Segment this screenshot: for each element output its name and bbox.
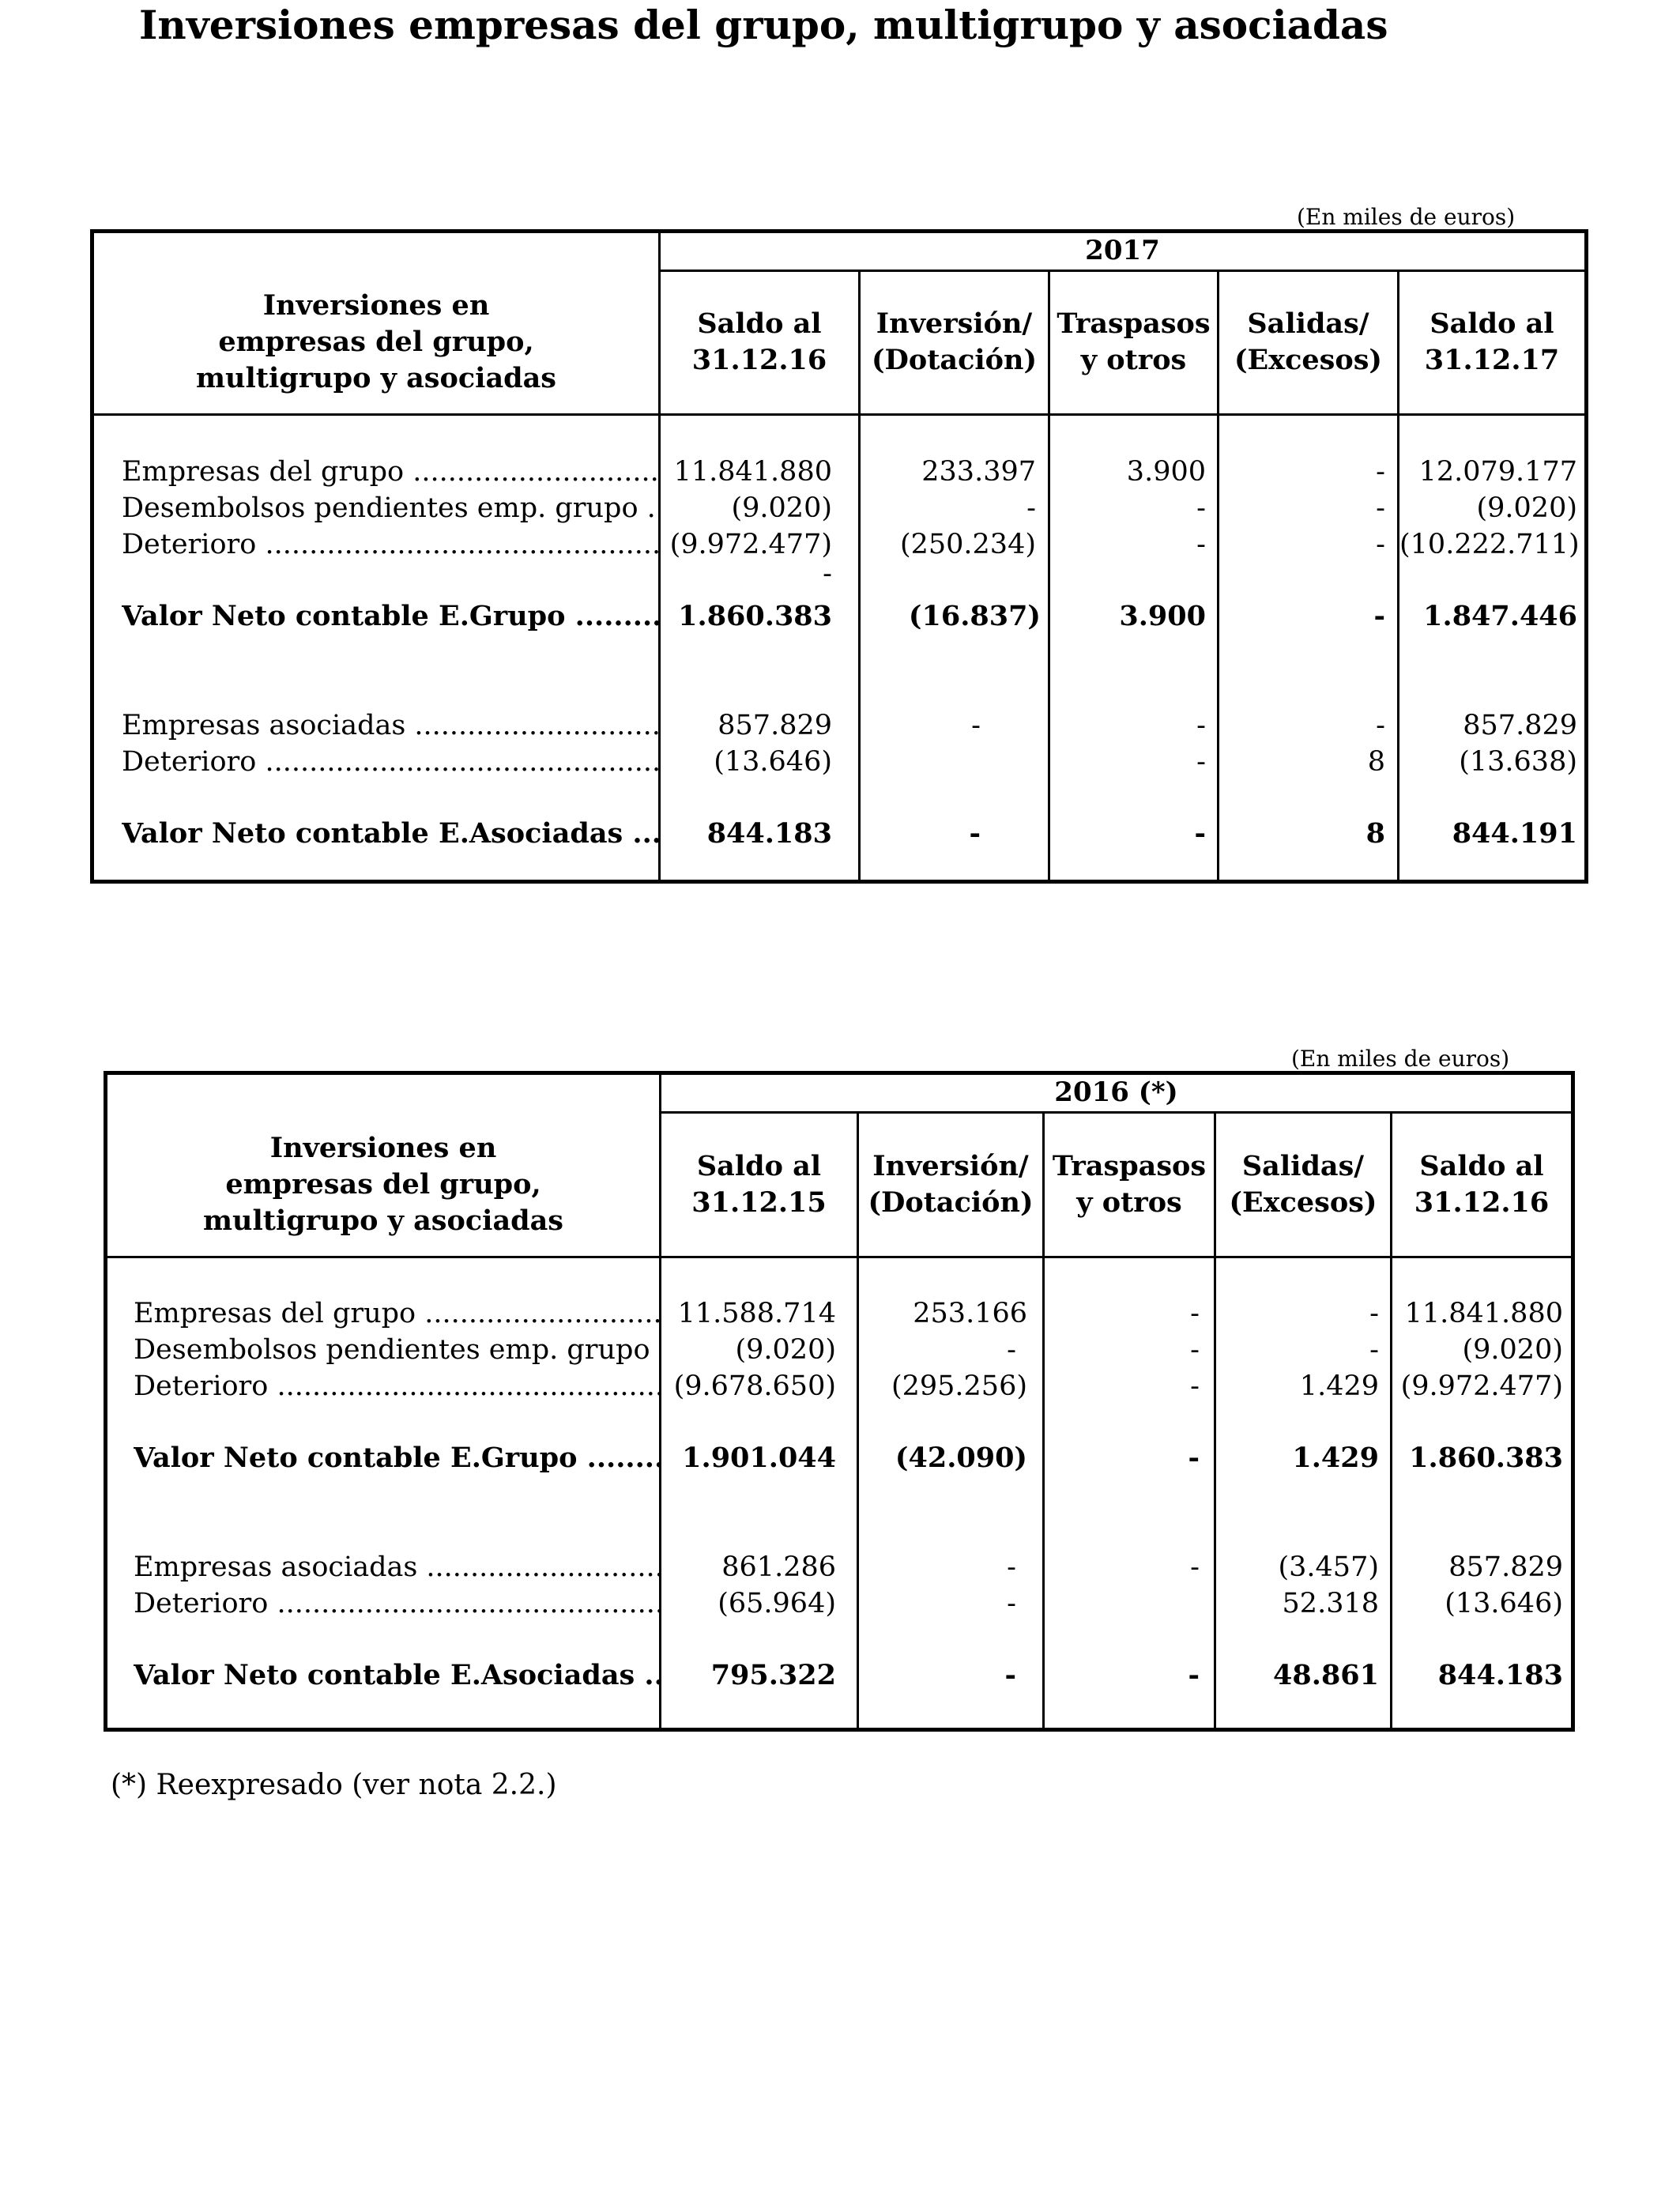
cell-value: (10.222.711) — [1399, 529, 1580, 560]
cell-value: - — [1196, 492, 1206, 524]
column-header — [1219, 273, 1397, 412]
cell-value: 3.900 — [1126, 456, 1206, 488]
column-header — [1399, 273, 1584, 412]
table-row — [94, 598, 1584, 635]
row-label: Valor Neto contable E.Asociadas ..... — [122, 816, 658, 852]
column-header — [661, 1114, 857, 1254]
cell-value: - — [1004, 1659, 1016, 1691]
row-label: Valor Neto contable E.Grupo ..... — [122, 598, 658, 635]
units-note: (En miles de euros) — [1297, 204, 1516, 230]
column-header — [1045, 1114, 1214, 1254]
cell-value: - — [1188, 1659, 1200, 1691]
cell-value: (42.090) — [895, 1442, 1027, 1474]
cell-value: (13.646) — [714, 746, 832, 778]
cell-value: - — [1190, 1370, 1200, 1402]
cell-value: - — [1376, 529, 1385, 560]
cell-value: - — [1196, 746, 1206, 778]
row-header-line: Inversiones en — [269, 1131, 497, 1164]
column-header-line: 31.12.15 — [691, 1186, 827, 1219]
page-title: Inversiones empresas del grupo, multigrupo y asociadas — [139, 2, 1388, 48]
cell-value: 1.860.383 — [678, 600, 832, 632]
cell-value: 3.900 — [1119, 600, 1206, 632]
cell-value: (9.020) — [1476, 492, 1577, 524]
cell-value: 48.861 — [1273, 1659, 1379, 1691]
column-header-line: (Excesos) — [1229, 1186, 1377, 1219]
column-header-line: Saldo al — [1419, 1149, 1544, 1182]
column-header-line: Inversión/ — [876, 307, 1033, 340]
cell-value: (250.234) — [899, 529, 1036, 560]
cell-value: - — [1196, 529, 1206, 560]
row-label: Deterioro ..... — [134, 1585, 659, 1622]
cell-value: (13.638) — [1459, 746, 1577, 778]
cell-value: - — [971, 710, 981, 741]
row-label: Deterioro ..... — [122, 526, 658, 563]
cell-value: - — [1194, 817, 1206, 850]
cell-value: - — [1007, 1588, 1016, 1619]
investments-table-2016 — [104, 1071, 1575, 1732]
cell-value: 844.191 — [1452, 817, 1577, 850]
cell-value: 844.183 — [706, 817, 832, 850]
column-header-line: Inversión/ — [872, 1149, 1029, 1182]
cell-value: 844.183 — [1437, 1659, 1563, 1691]
cell-value: 233.397 — [921, 456, 1036, 488]
cell-value: - — [1007, 1334, 1016, 1366]
row-header-line: multigrupo y asociadas — [203, 1204, 563, 1237]
cell-value: 857.829 — [1448, 1551, 1563, 1583]
row-label: Desembolsos pendientes emp. grupo ..... — [122, 490, 658, 526]
year-header: 2017 — [1085, 235, 1160, 266]
row-label: Empresas asociadas ..... — [122, 707, 658, 744]
cell-value: - — [1188, 1442, 1200, 1474]
cell-value: 11.841.880 — [673, 456, 832, 488]
column-header-line: (Dotación) — [871, 344, 1038, 376]
cell-value: - — [1190, 1298, 1200, 1329]
cell-value — [1045, 1585, 1200, 1622]
table-row — [107, 1657, 1571, 1694]
column-header-line: (Dotación) — [868, 1186, 1034, 1219]
cell-value: (9.972.477) — [669, 529, 832, 560]
cell-value: - — [1369, 1334, 1379, 1366]
cell-value: 8 — [1365, 817, 1385, 850]
table-row — [94, 816, 1584, 852]
cell-value: 1.860.383 — [1409, 1442, 1563, 1474]
cell-value: - — [1026, 492, 1036, 524]
row-label: Empresas asociadas ..... — [134, 1549, 659, 1585]
cell-value — [861, 744, 981, 780]
cell-value: - — [1007, 1551, 1016, 1583]
table-row — [94, 454, 1584, 490]
table-row — [107, 1332, 1571, 1368]
row-label: Desembolsos pendientes emp. grupo ..... — [134, 1332, 659, 1368]
cell-value: 253.166 — [913, 1298, 1027, 1329]
column-header — [1392, 1114, 1571, 1254]
column-header-line: 31.12.17 — [1424, 344, 1560, 376]
table-row — [94, 744, 1584, 780]
cell-value: 11.588.714 — [677, 1298, 836, 1329]
table-row — [107, 1368, 1571, 1404]
year-header: 2016 (*) — [1054, 1076, 1178, 1108]
cell-value: (9.020) — [731, 492, 832, 524]
cell-value: (9.678.650) — [673, 1370, 836, 1402]
cell-value: 52.318 — [1282, 1588, 1379, 1619]
cell-value: (9.020) — [1462, 1334, 1563, 1366]
column-header-line: Saldo al — [697, 307, 822, 340]
cell-value: - — [1376, 456, 1385, 488]
column-header-line: 31.12.16 — [1414, 1186, 1550, 1219]
cell-value: 8 — [1367, 746, 1385, 778]
cell-value: (9.972.477) — [1400, 1370, 1563, 1402]
cell-value: 1.429 — [1292, 1442, 1379, 1474]
cell-value: 857.829 — [718, 710, 832, 741]
column-header-line: Traspasos — [1052, 1149, 1207, 1182]
column-header-line: Saldo al — [696, 1149, 822, 1182]
investments-table-2017 — [90, 229, 1588, 884]
table-row — [94, 556, 1584, 592]
column-header — [661, 273, 858, 412]
cell-value: 1.847.446 — [1423, 600, 1577, 632]
cell-value: (13.646) — [1445, 1588, 1563, 1619]
row-label: Valor Neto contable E.Grupo ..... — [134, 1440, 659, 1476]
cell-value: - — [1190, 1334, 1200, 1366]
column-header-line: Salidas/ — [1247, 307, 1369, 340]
cell-value: 11.841.880 — [1404, 1298, 1563, 1329]
cell-value: 857.829 — [1463, 710, 1577, 741]
cell-value: 1.429 — [1299, 1370, 1379, 1402]
table-row — [107, 1585, 1571, 1622]
row-header — [94, 273, 658, 412]
cell-value: - — [1196, 710, 1206, 741]
column-header — [1216, 1114, 1390, 1254]
cell-value: (3.457) — [1278, 1551, 1379, 1583]
column-header-line: y otros — [1076, 1186, 1182, 1219]
column-header-line: (Excesos) — [1234, 344, 1382, 376]
cell-value: 795.322 — [710, 1659, 836, 1691]
row-header-line: Inversiones en — [262, 289, 490, 322]
cell-value: - — [1190, 1551, 1200, 1583]
cell-value: 861.286 — [721, 1551, 836, 1583]
column-header-line: Traspasos — [1057, 307, 1211, 340]
cell-value: - — [1376, 492, 1385, 524]
row-header-line: empresas del grupo, — [225, 1167, 541, 1201]
cell-value: - — [1369, 1298, 1379, 1329]
column-header-line: y otros — [1080, 344, 1187, 376]
table-row — [94, 490, 1584, 526]
table-row — [107, 1549, 1571, 1585]
cell-value: 1.901.044 — [682, 1442, 836, 1474]
cell-value: - — [1373, 600, 1385, 632]
cell-value: (16.837) — [908, 600, 1041, 632]
cell-value: 12.079.177 — [1418, 456, 1577, 488]
row-header-line: empresas del grupo, — [218, 326, 534, 358]
column-header-line: Salidas/ — [1241, 1149, 1365, 1182]
footnote: (*) Reexpresado (ver nota 2.2.) — [111, 1769, 557, 1801]
column-header — [861, 273, 1048, 412]
column-header — [859, 1114, 1042, 1254]
cell-value: - — [1376, 710, 1385, 741]
table-row — [107, 1440, 1571, 1476]
cell-value: (9.020) — [735, 1334, 836, 1366]
row-header — [107, 1114, 659, 1254]
row-label: Empresas del grupo ..... — [134, 1295, 659, 1332]
row-header-line: multigrupo y asociadas — [196, 362, 556, 394]
row-label: Deterioro ..... — [134, 1368, 659, 1404]
column-header-line: Saldo al — [1430, 307, 1554, 340]
row-label: Deterioro ..... — [122, 744, 658, 780]
table-row — [94, 707, 1584, 744]
cell-value: (295.256) — [891, 1370, 1027, 1402]
cell-value: (65.964) — [718, 1588, 836, 1619]
column-header-line: 31.12.16 — [691, 344, 827, 376]
table-row — [107, 1295, 1571, 1332]
units-note: (En miles de euros) — [1291, 1046, 1510, 1072]
cell-value: - — [969, 817, 981, 850]
row-label: Empresas del grupo ..... — [122, 454, 658, 490]
row-label: Valor Neto contable E.Asociadas ..... — [134, 1657, 659, 1694]
column-header — [1050, 273, 1217, 412]
cell-value: - — [823, 558, 832, 590]
